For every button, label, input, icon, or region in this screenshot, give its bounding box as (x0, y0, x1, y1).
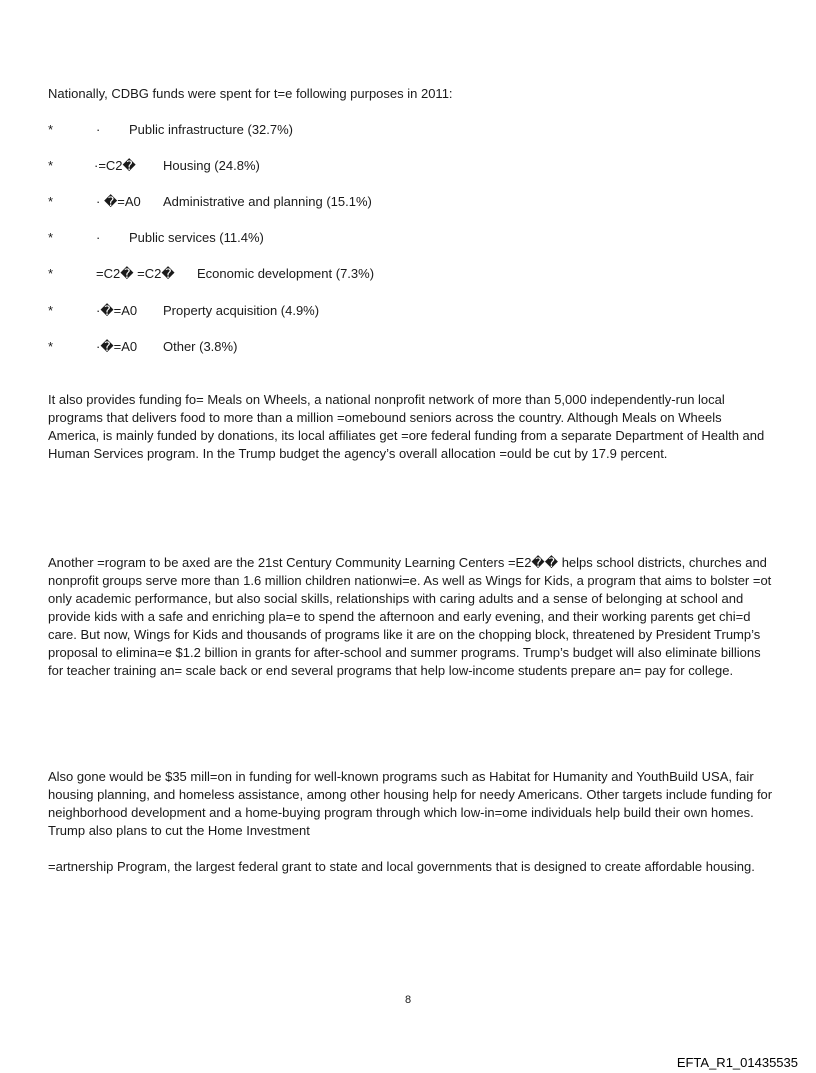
body-paragraph: Also gone would be $35 mill=on in funding for well-known programs such as Habitat for Humanity and YouthBuild USA, fair housing planning, and homeless assistance, among other housing help for needy Americans. Other targets include funding for neighborhood development and a home-buying program through which low-in=ome individuals help build their own homes. Trump also plans to cut the Home Investment (48, 769, 773, 838)
list-item: * ·�=A0 Property acquisition (4.9%) (48, 303, 320, 318)
intro-text: Nationally, CDBG funds were spent for t=e following purposes in 2011: (48, 86, 453, 101)
list-item: * · Public infrastructure (32.7%) (48, 122, 294, 137)
list-item: * · Public services (11.4%) (48, 230, 264, 245)
document-id: EFTA_R1_01435535 (676, 1055, 798, 1070)
body-paragraph: Another =rogram to be axed are the 21st Century Community Learning Centers =E2�� helps school districts, churches and nonprofit groups serve more than 1.6 million children nationwi=e. As well as Wings for Kids, a program that aims to bolster =ot only academic performance, but also social skills, relationships with caring adults and a sense of belonging at school and provide kids with a safe and enriching pla=e to spend the afternoon and early evening, and their working parents get chi=d care. But now, Wings for Kids and thousands of programs like it are on the chopping block, threatened by President Trump’s proposal to elimina=e $1.2 billion in grants for after-school and summer programs. Trump’s budget will also eliminate billions for teacher training an= scale back or end several programs that help low-income students prepare an= pay for college. (48, 555, 772, 678)
list-item: * =C2� =C2� Economic development (7.3%) (48, 266, 375, 281)
list-item: * · �=A0 Administrative and planning (15.1%) (48, 194, 372, 209)
body-paragraph: It also provides funding fo= Meals on Wheels, a national nonprofit network of more than 5,000 independently-run local programs that delivers food to more than a million =omebound seniors across the country. Although Meals on Wheels America, is mainly funded by donations, its local affiliates get =ore federal funding from a separate Department of Health and Human Services program. In the Trump budget the agency’s overall allocation =ould be cut by 17.9 percent. (48, 392, 765, 461)
page-number: 8 (404, 994, 412, 1006)
list-item: * ·=C2� Housing (24.8%) (48, 158, 260, 173)
body-paragraph: =artnership Program, the largest federal grant to state and local governments that is designed to create affordable housing. (48, 859, 755, 874)
list-item: * ·�=A0 Other (3.8%) (48, 339, 238, 354)
